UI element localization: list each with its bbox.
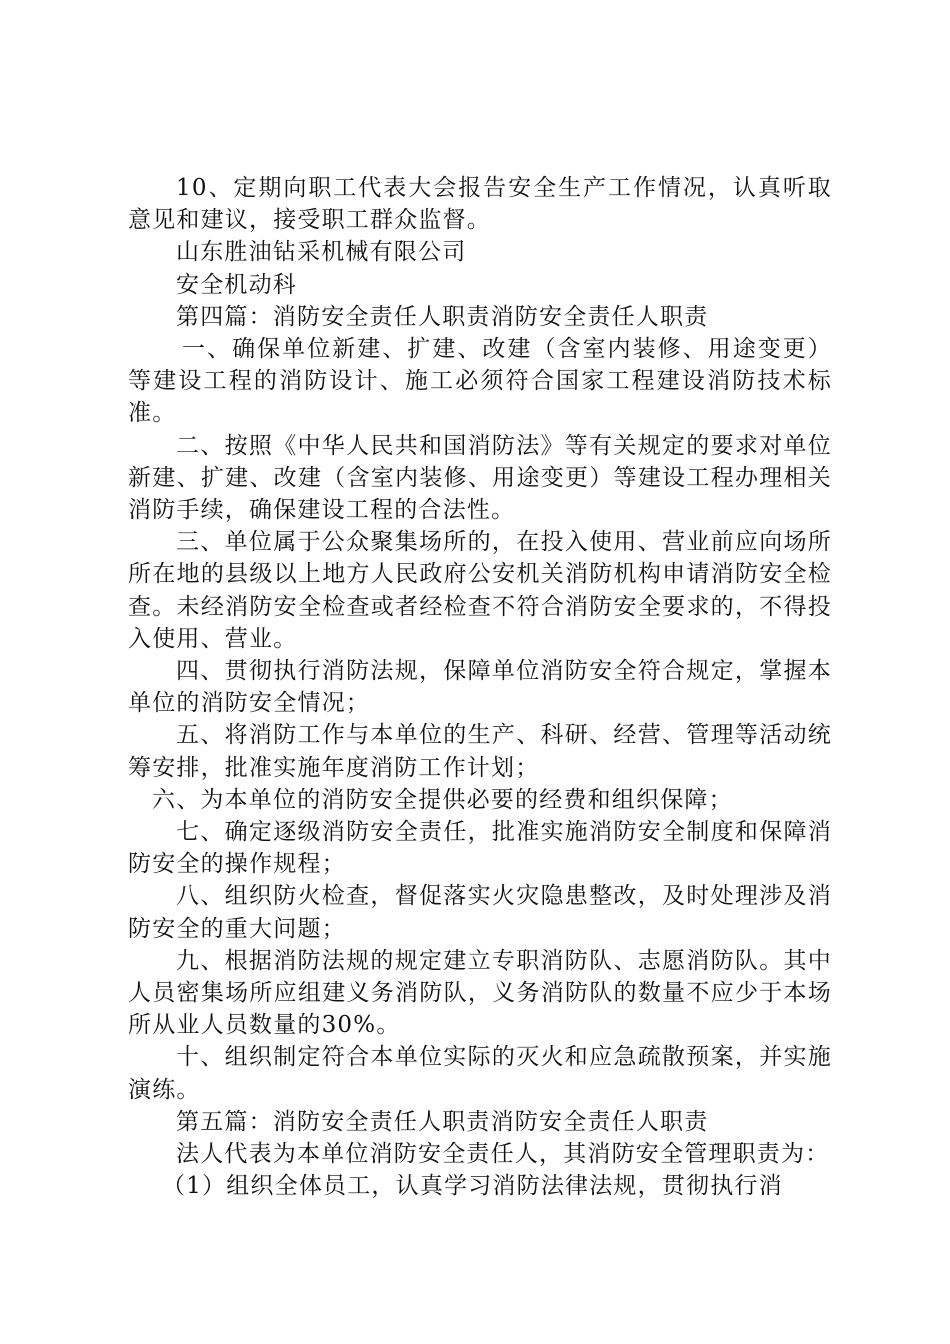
section-heading-5: 第五篇：消防安全责任人职责消防安全责任人职责 [176, 1108, 709, 1135]
paragraph-item-3: 三、单位属于公众聚集场所的，在投入使用、营业前应向场所所在地的县级以上地方人民政府公安机关消防机构申请消防安全检查。未经消防安全检查或者经检查不符合消防安全要求的，不得投入使用、营业。 [128, 529, 832, 652]
paragraph-item-5: 五、将消防工作与本单位的生产、科研、经营、管理等活动统筹安排，批准实施年度消防工作计划； [128, 722, 832, 781]
paragraph-item-10: 10、定期向职工代表大会报告安全生产工作情况，认真听取意见和建议，接受职工群众监督。 [128, 175, 832, 234]
company-name: 山东胜油钻采机械有限公司 [176, 239, 467, 266]
paragraph-item-9: 九、根据消防法规的规定建立专职消防队、志愿消防队。其中人员密集场所应组建义务消防队，义务消防队的数量不应少于本场所从业人员数量的30%。 [128, 947, 832, 1039]
paragraph-item-4: 四、贯彻执行消防法规，保障单位消防安全符合规定，掌握本单位的消防安全情况； [128, 658, 832, 717]
document-body [128, 172, 832, 1203]
department-name: 安全机动科 [176, 271, 297, 298]
paragraph-item-1: 一、确保单位新建、扩建、改建（含室内装修、用途变更）等建设工程的消防设计、施工必须符合国家工程建设消防技术标准。 [128, 336, 832, 427]
paragraph-item-6: 六、为本单位的消防安全提供必要的经费和组织保障； [152, 786, 733, 813]
paragraph-item-10b: 十、组织制定符合本单位实际的灭火和应急疏散预案，并实施演练。 [128, 1044, 832, 1103]
section-heading-4: 第四篇：消防安全责任人职责消防安全责任人职责 [176, 303, 709, 330]
paragraph-item-8: 八、组织防火检查，督促落实火灾隐患整改，及时处理涉及消防安全的重大问题； [128, 883, 832, 942]
paragraph-legal-rep: 法人代表为本单位消防安全责任人，其消防安全管理职责为： [176, 1141, 830, 1168]
paragraph-item-7: 七、确定逐级消防安全责任，批准实施消防安全制度和保障消防安全的操作规程； [128, 819, 832, 878]
paragraph-item-2: 二、按照《中华人民共和国消防法》等有关规定的要求对单位新建、扩建、改建（含室内装修、用途变更）等建设工程办理相关消防手续，确保建设工程的合法性。 [128, 432, 832, 524]
paragraph-duty-1: （1）组织全体员工，认真学习消防法律法规，贯彻执行消 [162, 1173, 783, 1200]
